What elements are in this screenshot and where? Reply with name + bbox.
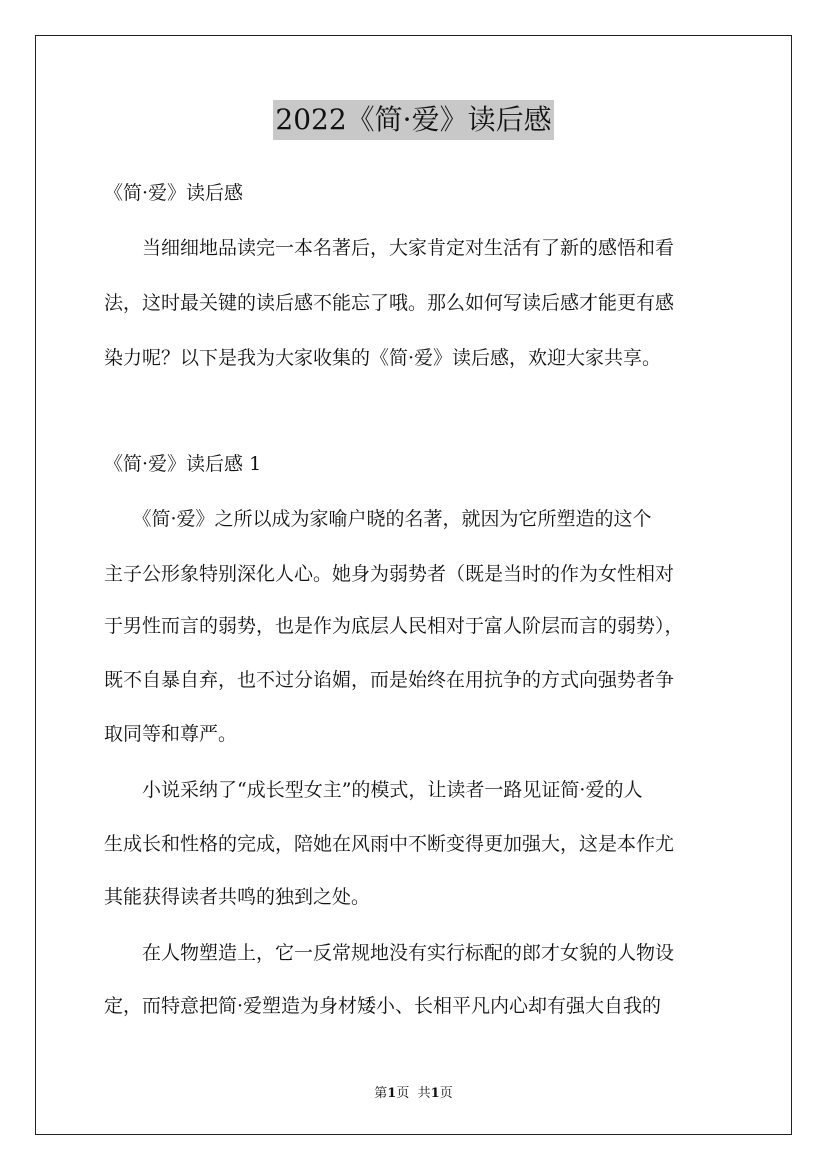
paragraph1-line-2: 主子公形象特别深化人心。她身为弱势者（既是当时的作为女性相对 (104, 563, 675, 585)
paragraph3-line-2: 定，而特意把简·爱塑造为身材矮小、长相平凡内心却有强大自我的 (104, 995, 662, 1017)
intro-line-3: 染力呢？以下是我为大家收集的《简·爱》读后感，欢迎大家共享。 (104, 347, 662, 369)
page-number: 1 (387, 1086, 397, 1101)
page-label-suffix: 页 (396, 1086, 410, 1101)
paragraph1-line-4: 既不自暴自弃，也不过分谄媚，而是始终在用抗争的方式向强势者争 (104, 669, 675, 691)
paragraph2-line-2: 生成长和性格的完成，陪她在风雨中不断变得更加强大，这是本作尤 (104, 833, 675, 855)
paragraph2-line-3: 其能获得读者共鸣的独到之处。 (104, 886, 371, 908)
document-title: 2022《简·爱》读后感 (273, 100, 553, 140)
intro-line-2: 法，这时最关键的读后感不能忘了哦。那么如何写读后感才能更有感 (104, 292, 675, 314)
paragraph3-line-1: 在人物塑造上，它一反常规地没有实行标配的郎才女貌的人物设 (104, 942, 675, 964)
paragraph1-line-3: 于男性而言的弱势，也是作为底层人民相对于富人阶层而言的弱势）， (104, 615, 684, 637)
page-footer (0, 1082, 827, 1101)
paragraph1-line-1: 《简·爱》之所以成为家喻户晓的名著，就因为它所塑造的这个 (104, 508, 652, 530)
page-label-prefix: 第 (374, 1086, 388, 1101)
paragraph1-line-5: 取同等和尊严。 (104, 723, 238, 745)
paragraph2-line-1: 小说采纳了“成长型女主”的模式，让读者一路见证简·爱的人 (104, 779, 643, 801)
title-container (0, 100, 827, 140)
total-label-prefix: 共 (417, 1086, 431, 1101)
intro-line-1: 当细细地品读完一本名著后，大家肯定对生活有了新的感悟和看 (104, 237, 675, 259)
total-pages: 1 (430, 1086, 440, 1101)
total-label-suffix: 页 (439, 1086, 453, 1101)
section-heading: 《简·爱》读后感 1 (104, 453, 262, 475)
subtitle: 《简·爱》读后感 (104, 182, 244, 204)
